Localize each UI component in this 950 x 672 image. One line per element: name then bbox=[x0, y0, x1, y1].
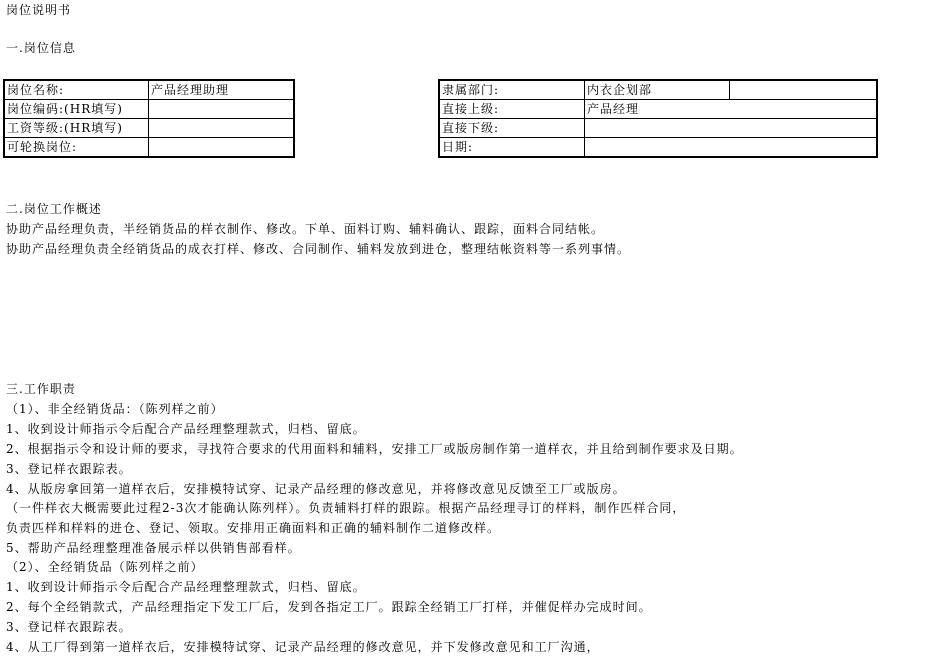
responsibility-line: 负责匹样和样料的进仓、登记、领取。安排用正确面料和正确的辅料制作二道修改样。 bbox=[6, 521, 501, 535]
value-position-name: 产品经理助理 bbox=[148, 80, 294, 100]
value-department-extra bbox=[730, 80, 877, 100]
label-position-code: 岗位编码:(HR填写) bbox=[4, 100, 148, 119]
value-position-code bbox=[148, 100, 294, 119]
section-heading-job-overview: 二.岗位工作概述 bbox=[6, 202, 102, 216]
section-heading-position-info: 一.岗位信息 bbox=[6, 41, 76, 55]
responsibility-line: 3、登记样衣跟踪表。 bbox=[6, 462, 132, 476]
overview-line: 协助产品经理负责全经销货品的成衣打样、修改、合同制作、辅料发放到进仓，整理结帐资料等一系列事情。 bbox=[6, 242, 631, 256]
value-direct-superior: 产品经理 bbox=[584, 100, 877, 119]
value-department: 内衣企划部 bbox=[584, 80, 729, 100]
overview-line: 协助产品经理负责，半经销货品的样衣制作、修改。下单、面料订购、辅料确认、跟踪，面料合同结帐。 bbox=[6, 222, 605, 236]
responsibility-line: 4、从工厂得到第一道样衣后，安排模特试穿、记录产品经理的修改意见，并下发修改意见和工厂沟通， bbox=[6, 640, 600, 654]
position-info-table-right bbox=[438, 79, 878, 158]
label-department: 隶属部门: bbox=[439, 80, 584, 100]
label-direct-subordinate: 直接下级: bbox=[439, 119, 584, 138]
label-direct-superior: 直接上级: bbox=[439, 100, 584, 119]
responsibility-line: 2、根据指示令和设计师的要求，寻找符合要求的代用面料和辅料，安排工厂或版房制作第一道样衣，并且给到制作要求及日期。 bbox=[6, 442, 743, 456]
responsibility-line: （1）、非全经销货品：（陈列样之前） bbox=[6, 402, 224, 416]
value-salary-grade bbox=[148, 119, 294, 138]
responsibility-line: 2、每个全经销款式，产品经理指定下发工厂后，发到各指定工厂。跟踪全经销工厂打样，并催促样办完成时间。 bbox=[6, 600, 652, 614]
section-heading-responsibilities: 三.工作职责 bbox=[6, 382, 76, 396]
label-date: 日期: bbox=[439, 138, 584, 158]
label-position-name: 岗位名称: bbox=[4, 80, 148, 100]
responsibility-line: 1、收到设计师指示令后配合产品经理整理款式，归档、留底。 bbox=[6, 422, 366, 436]
value-rotatable-position bbox=[148, 138, 294, 158]
responsibility-line: （2）、全经销货品（陈列样之前） bbox=[6, 560, 204, 574]
label-rotatable-position: 可轮换岗位: bbox=[4, 138, 148, 158]
responsibility-line: 3、登记样衣跟踪表。 bbox=[6, 620, 132, 634]
value-direct-subordinate bbox=[584, 119, 877, 138]
document-title: 岗位说明书 bbox=[6, 3, 72, 17]
label-salary-grade: 工资等级:(HR填写) bbox=[4, 119, 148, 138]
responsibility-line: 1、收到设计师指示令后配合产品经理整理款式，归档、留底。 bbox=[6, 580, 366, 594]
value-date bbox=[584, 138, 877, 158]
responsibility-line: 4、从版房拿回第一道样衣后，安排模特试穿、记录产品经理的修改意见，并将修改意见反馈至工厂或版房。 bbox=[6, 482, 626, 496]
responsibility-line: 5、帮助产品经理整理准备展示样以供销售部看样。 bbox=[6, 541, 301, 555]
position-info-table-left bbox=[3, 79, 295, 158]
responsibility-line: （一件样衣大概需要此过程2-3次才能确认陈列样）。负责辅料打样的跟踪。根据产品经理寻订的样料，制作匹样合同， bbox=[6, 501, 686, 515]
